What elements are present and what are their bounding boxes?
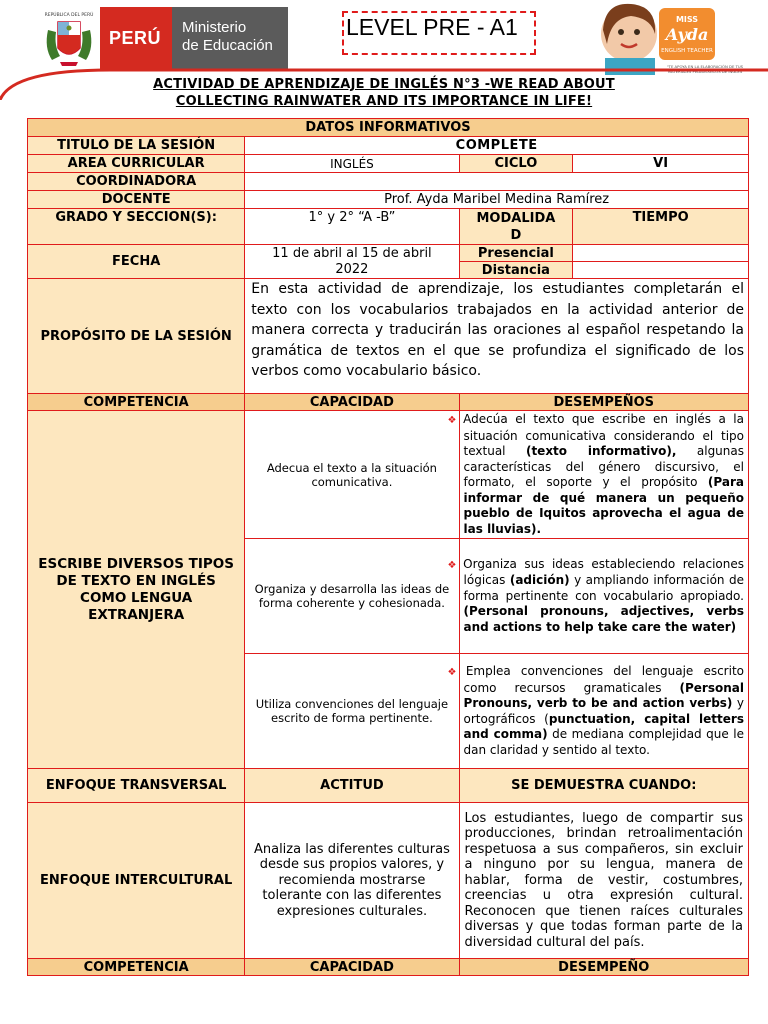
coordinadora-value	[245, 173, 749, 191]
actitud-value: Analiza las diferentes culturas desde sus propios valores, y recomienda mostrarse tolerante con las diferentes expresiones culturales.	[245, 803, 459, 959]
coordinadora-label: COORDINADORA	[28, 173, 245, 191]
titulo-label: TITULO DE LA SESIÓN	[28, 137, 245, 155]
svg-text:REPÚBLICA DEL PERÚ: REPÚBLICA DEL PERÚ	[44, 13, 94, 18]
se-demuestra-value: Los estudiantes, luego de compartir sus producciones, brindan retroalimentación respetuosa a sus compañeros, sin excluir a ninguno por su lengua, manera de hablar, forma de vestir, costumbres, creencias u otra expresión cultural. Reconocen que tienen raíces culturales diversas y que todas forman parte de la diversidad cultural del país.	[459, 803, 748, 959]
actitud-heading: ACTITUD	[245, 769, 459, 803]
level-box: LEVEL PRE - A1	[342, 11, 536, 55]
capacidad-1: Adecua el texto a la situación comunicativa.	[245, 411, 459, 539]
diamond-bullet-icon: ❖	[447, 559, 461, 571]
fecha-value-line-2: 2022	[335, 261, 369, 277]
fecha-value-line-1: 11 de abril al 15 de abril	[272, 245, 432, 261]
docente-label: DOCENTE	[28, 191, 245, 209]
modalidad-label-line-1: MODALIDA	[476, 210, 556, 226]
capacidad-2: Organiza y desarrolla las ideas de forma coherente y cohesionada.	[245, 539, 459, 654]
desempeno-3: ❖ Emplea convenciones del lenguaje escrito como recursos gramaticales (Personal Pronouns, verb to be and action verbs) y ortográficos (punctuation, capital letters and comma) de mediana complejidad que le dan claridad y sentido al texto.	[459, 654, 748, 769]
tiempo-label: TIEMPO	[573, 209, 749, 245]
footer-competencia-heading: COMPETENCIA	[28, 959, 245, 976]
session-table	[27, 118, 749, 976]
fecha-value	[245, 245, 459, 279]
ciclo-value: VI	[573, 155, 749, 173]
fecha-label: FECHA	[28, 245, 245, 279]
proposito-value: En esta actividad de aprendizaje, los estudiantes completarán el texto con los vocabularios trabajados en la actividad anterior de manera correcta y traducirán las oraciones al español respetando la gramática de textos en el que se profundiza el significado de los verbos como vocabulario básico.	[245, 279, 749, 394]
datos-informativos-heading: DATOS INFORMATIVOS	[28, 119, 749, 137]
activity-title	[60, 76, 708, 110]
desempeno-2: ❖ Organiza sus ideas estableciendo relaciones lógicas (adición) y ampliando información de forma pertinente con vocabulario apropiado. (Personal pronouns, adjectives, verbs and actions to help take care the water)	[459, 539, 748, 654]
se-demuestra-heading: SE DEMUESTRA CUANDO:	[459, 769, 748, 803]
desempeno-1: ❖ Adecúa el texto que escribe en inglés a la situación comunicativa considerando el tipo textual (texto informativo), algunas características del género discursivo, el formato, el soporte y el propósito (Para informar de qué manera un pequeño pueblo de Iquitos aprovecha el agua de las lluvias).	[459, 411, 748, 539]
diamond-bullet-icon: ❖	[447, 667, 463, 678]
peru-label: PERÚ	[108, 27, 161, 48]
competencia-value: ESCRIBE DIVERSOS TIPOS DE TEXTO EN INGLÉS COMO LENGUA EXTRANJERA	[28, 411, 245, 769]
footer-desempeno-heading: DESEMPEÑO	[459, 959, 748, 976]
svg-text:Ayda: Ayda	[665, 25, 709, 44]
grado-value: 1° y 2° “A -B”	[245, 209, 459, 245]
ministry-line-2: de Educación	[182, 37, 273, 54]
page-header	[0, 0, 768, 78]
titulo-value: COMPLETE	[245, 137, 749, 155]
enfoque-intercultural: ENFOQUE INTERCULTURAL	[28, 803, 245, 959]
activity-title-line-1: ACTIVIDAD DE APRENDIZAJE DE INGLÉS N°3 -WE READ ABOUT	[153, 77, 615, 92]
diamond-bullet-icon: ❖	[447, 415, 461, 426]
distancia-label: Distancia	[459, 262, 573, 279]
svg-text:"TE APOYA EN LA ELABORACIÓN DE: "TE APOYA EN LA ELABORACIÓN DE TUS	[666, 64, 744, 69]
competencia-col-heading: COMPETENCIA	[28, 394, 245, 411]
grado-label: GRADO Y SECCION(S):	[28, 209, 245, 245]
desempenos-col-heading: DESEMPEÑOS	[459, 394, 748, 411]
activity-title-line-2: COLLECTING RAINWATER AND ITS IMPORTANCE IN LIFE!	[175, 94, 593, 109]
ministry-line-1: Ministerio	[182, 19, 247, 36]
area-label: AREA CURRICULAR	[28, 155, 245, 173]
modalidad-label-line-2: D	[510, 227, 522, 243]
svg-text:ENGLISH TEACHER: ENGLISH TEACHER	[661, 48, 713, 54]
docente-value: Prof. Ayda Maribel Medina Ramírez	[245, 191, 749, 209]
presencial-label: Presencial	[459, 245, 573, 262]
modalidad-label	[459, 209, 573, 245]
enfoque-transversal-heading: ENFOQUE TRANSVERSAL	[28, 769, 245, 803]
ciclo-label: CICLO	[459, 155, 573, 173]
area-value: INGLÉS	[245, 155, 459, 173]
distancia-value	[573, 262, 749, 279]
capacidad-col-heading: CAPACIDAD	[245, 394, 459, 411]
proposito-label: PROPÓSITO DE LA SESIÓN	[28, 279, 245, 394]
footer-capacidad-heading: CAPACIDAD	[245, 959, 459, 976]
svg-text:MATERIALES PEDAGÓGICOS DE INGL: MATERIALES PEDAGÓGICOS DE INGLÉS	[667, 69, 743, 74]
presencial-value	[573, 245, 749, 262]
capacidad-3: Utiliza convenciones del lenguaje escrito de forma pertinente.	[245, 654, 459, 769]
svg-text:MISS: MISS	[675, 15, 699, 24]
